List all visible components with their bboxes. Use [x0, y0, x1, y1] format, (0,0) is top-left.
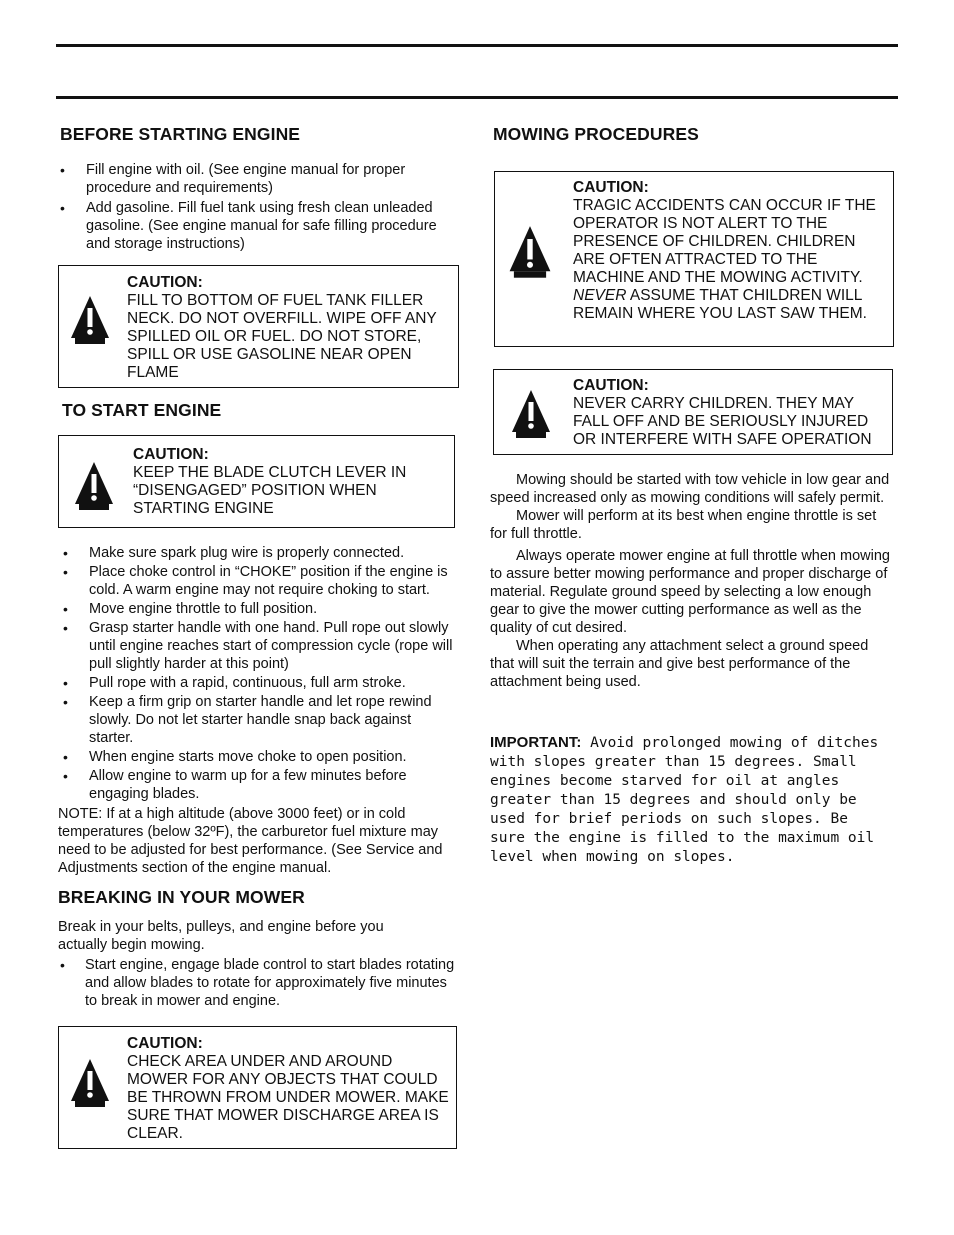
caution-box-carry-children [493, 369, 893, 455]
mowing-paragraph: Always operate mower engine at full throttle when mowing to assure better mowing performance and proper discharge of material. Regulate ground speed by selecting a low enough gear to give the mower cutting performance as well as the quality of cut desired. [490, 548, 890, 636]
list-item: • Fill engine with oil. (See engine manual for proper procedure and requirements) [58, 161, 458, 197]
warning-icon [69, 294, 111, 348]
warning-icon [73, 460, 115, 514]
list-item: • Add gasoline. Fill fuel tank using fresh clean unleaded gasoline. (See engine manual for safe filling procedure and storage instructions) [58, 199, 458, 253]
breaking-intro: Break in your belts, pulleys, and engine before you actually begin mowing. [58, 919, 384, 953]
altitude-note: NOTE: If at a high altitude (above 3000 feet) or in cold temperatures (below 32ºF), the carburetor fuel mixture may need to be adjusted for best performance. (See Service and Adjustments section of the engine manual. [58, 806, 443, 876]
caution-text: FILL TO BOTTOM OF FUEL TANK FILLER NECK. DO NOT OVERFILL. WIPE OFF ANY SPILLED OIL OR FUEL. DO NOT STORE, SPILL OR USE GASOLINE NEAR OPEN FLAME [127, 292, 437, 381]
breaking-list [58, 956, 458, 1010]
warning-icon [69, 1057, 111, 1111]
mowing-paragraph: Mower will perform at its best when engine throttle is set for full throttle. [490, 508, 877, 542]
caution-title: CAUTION: [127, 1035, 203, 1052]
list-item: • Start engine, engage blade control to start blades rotating and allow blades to rotate for approximately five minutes to break in mower and engine. [58, 956, 458, 1010]
caution-box-objects [58, 1026, 457, 1149]
important-label: IMPORTANT: [490, 734, 582, 751]
warning-icon [507, 224, 553, 282]
list-item: • Place choke control in “CHOKE” position if the engine is cold. A warm engine may not require choking to start. [61, 563, 458, 599]
caution-text: KEEP THE BLADE CLUTCH LEVER IN “DISENGAGED” POSITION WHEN STARTING ENGINE [133, 464, 407, 517]
caution-title: CAUTION: [573, 377, 649, 394]
heading-before-starting-engine: BEFORE STARTING ENGINE [60, 124, 301, 144]
top-rule [56, 44, 898, 47]
warning-icon [510, 388, 552, 442]
caution-text-part: TRAGIC ACCIDENTS CAN OCCUR IF THE OPERATOR IS NOT ALERT TO THE PRESENCE OF CHILDREN. CHILDREN ARE OFTEN ATTRACTED TO THE MACHINE AND THE MOWING ACTIVITY. [573, 197, 876, 286]
list-item: • Keep a firm grip on starter handle and let rope rewind slowly. Do not let starter handle snap back against starter. [61, 693, 458, 747]
heading-to-start-engine: TO START ENGINE [62, 400, 222, 420]
list-item: • Move engine throttle to full position. [61, 600, 458, 618]
list-item: • Make sure spark plug wire is properly connected. [61, 544, 458, 562]
header-rule [56, 96, 898, 99]
heading-breaking-in: BREAKING IN YOUR MOWER [58, 887, 305, 907]
list-item: • Pull rope with a rapid, continuous, full arm stroke. [61, 674, 458, 692]
caution-box-children-alert [494, 171, 894, 347]
before-start-list [58, 161, 458, 253]
mowing-paragraph: Mowing should be started with tow vehicle in low gear and speed increased only as mowing conditions will safely permit. [490, 472, 890, 506]
list-item: • When engine starts move choke to open position. [61, 748, 458, 766]
important-text: Avoid prolonged mowing of ditches with slopes greater than 15 degrees. Small engines become starved for oil at angles greater than 15 degrees and should only be used for brief periods on such slopes. Be sure the engine is filled to the maximum oil level when mowing on slopes. [490, 735, 879, 865]
to-start-list [61, 544, 458, 803]
caution-text-part: ASSUME THAT CHILDREN WILL REMAIN WHERE YOU LAST SAW THEM. [573, 287, 867, 322]
caution-title: CAUTION: [127, 274, 203, 291]
right-column [490, 124, 894, 867]
list-item: • Grasp starter handle with one hand. Pull rope out slowly until engine reaches start of compression cycle (rope will pull slightly harder at this point) [61, 619, 458, 673]
caution-text: CHECK AREA UNDER AND AROUND MOWER FOR ANY OBJECTS THAT COULD BE THROWN FROM UNDER MOWER. MAKE SURE THAT MOWER DISCHARGE AREA IS CLEAR. [127, 1053, 449, 1142]
heading-mowing-procedures: MOWING PROCEDURES [493, 124, 699, 144]
caution-text [573, 197, 887, 323]
caution-box-fuel [58, 265, 459, 388]
list-item: • Allow engine to warm up for a few minutes before engaging blades. [61, 767, 458, 803]
left-column [58, 124, 458, 1149]
caution-title: CAUTION: [133, 446, 209, 463]
mowing-paragraph: When operating any attachment select a ground speed that will suit the terrain and give best performance of the attachment being used. [490, 638, 869, 690]
caution-box-blade-clutch [58, 435, 455, 528]
caution-title: CAUTION: [573, 179, 649, 196]
caution-emphasis: NEVER [573, 287, 627, 304]
important-note [490, 733, 890, 867]
caution-text: NEVER CARRY CHILDREN. THEY MAY FALL OFF AND BE SERIOUSLY INJURED OR INTERFERE WITH SAFE OPERATION [573, 395, 872, 448]
